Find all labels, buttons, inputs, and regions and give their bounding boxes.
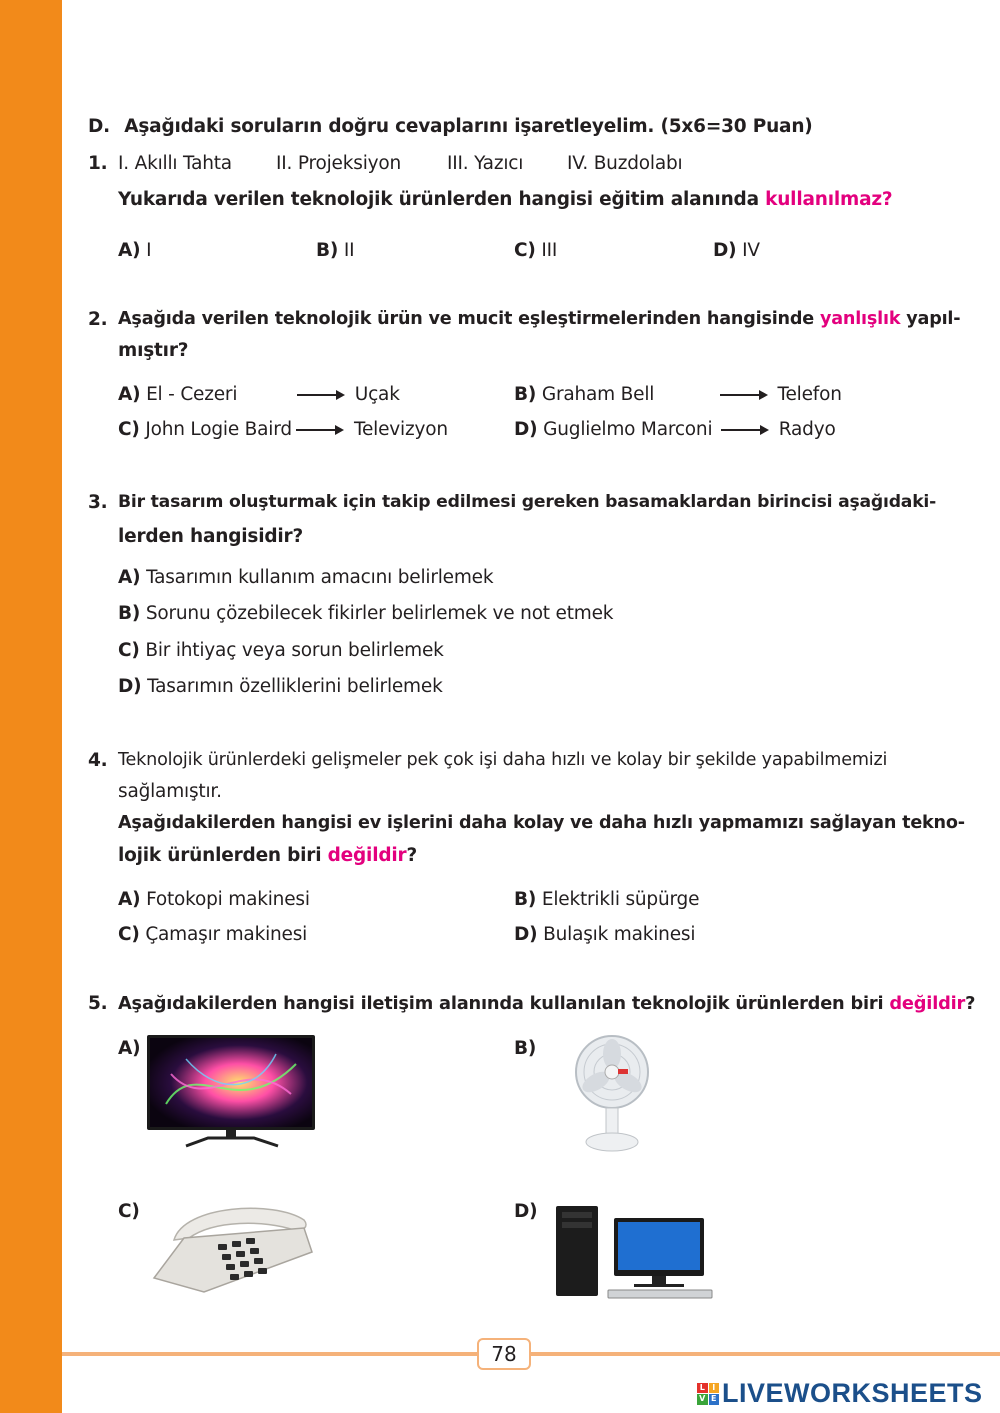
- option-label: D): [514, 924, 538, 945]
- q4-intro-line1: Teknolojik ürünlerdeki gelişmeler pek çok işi daha hızlı ve kolay bir şekilde yapabilmemizi: [118, 750, 888, 770]
- invention: Telefon: [777, 384, 842, 405]
- option-text: Tasarımın kullanım amacını belirlemek: [146, 567, 494, 588]
- q1-item: I. Akıllı Tahta: [118, 153, 232, 174]
- q2-option-a[interactable]: [118, 384, 400, 405]
- right-arrow-icon: [720, 394, 766, 396]
- q2-stem-line1: [118, 309, 960, 329]
- option-label: C): [118, 924, 140, 945]
- q4-stem-end: ?: [406, 845, 417, 866]
- q5-option-d-label[interactable]: D): [514, 1201, 538, 1222]
- liveworksheets-logo-mark: [697, 1383, 719, 1405]
- option-text: Sorunu çözebilecek fikirler belirlemek ve not etmek: [145, 603, 614, 624]
- option-text: Tasarımın özelliklerini belirlemek: [147, 676, 443, 697]
- option-text: Fotokopi makinesi: [146, 889, 310, 910]
- q1-item: IV. Buzdolabı: [567, 153, 683, 174]
- option-label: C): [118, 419, 140, 440]
- inventor: Graham Bell: [541, 384, 655, 405]
- q5-option-b-label[interactable]: B): [514, 1038, 537, 1059]
- q5-option-a-label[interactable]: A): [118, 1038, 141, 1059]
- q5-stem-text: Aşağıdakilerden hangisi iletişim alanında kullanılan teknolojik ürünlerden biri: [118, 993, 890, 1014]
- q2-stem-text-end: yapıl-: [900, 309, 961, 329]
- q3-option-d[interactable]: [118, 676, 443, 697]
- option-label: C): [514, 240, 536, 261]
- television-image[interactable]: [146, 1034, 316, 1152]
- option-text: I: [146, 240, 152, 261]
- q3-stem-line2: lerden hangisidir?: [118, 526, 304, 547]
- q2-number: 2.: [88, 309, 108, 330]
- right-arrow-icon: [296, 429, 342, 431]
- option-label: D): [514, 419, 538, 440]
- q3-stem-line1: Bir tasarım oluşturmak için takip edilmesi gereken basamaklardan birincisi aşağıdaki-: [118, 492, 937, 512]
- option-label: D): [118, 676, 142, 697]
- q1-stem-text: Yukarıda verilen teknolojik ürünlerden hangisi eğitim alanında: [118, 189, 766, 210]
- option-label: A): [118, 240, 141, 261]
- liveworksheets-logo: [697, 1378, 983, 1409]
- q4-stem-line2: [118, 845, 417, 866]
- option-text: III: [541, 240, 558, 261]
- desktop-computer-image[interactable]: [552, 1202, 716, 1302]
- option-label: C): [118, 640, 140, 661]
- q2-stem-highlight: yanlışlık: [819, 309, 901, 329]
- q3-option-c[interactable]: [118, 640, 444, 661]
- right-arrow-icon: [297, 394, 343, 396]
- option-text: Elektrikli süpürge: [541, 889, 700, 910]
- q1-option-a[interactable]: [118, 240, 151, 261]
- q4-option-d[interactable]: [514, 924, 695, 945]
- footer-line: [62, 1352, 1000, 1356]
- q5-stem-highlight: değildir: [889, 993, 966, 1014]
- right-arrow-icon: [721, 429, 767, 431]
- q3-number: 3.: [88, 492, 108, 513]
- option-label: A): [118, 567, 141, 588]
- inventor: John Logie Baird: [145, 419, 292, 440]
- q2-option-c[interactable]: [118, 419, 448, 440]
- option-label: A): [118, 384, 141, 405]
- q2-stem-line2: mıştır?: [118, 340, 189, 361]
- orange-side-bar: [0, 0, 62, 1413]
- section-header: [88, 116, 813, 137]
- q3-option-b[interactable]: [118, 603, 613, 624]
- page-number: 78: [477, 1338, 531, 1370]
- desk-fan-image[interactable]: [574, 1032, 650, 1154]
- invention: Radyo: [778, 419, 836, 440]
- inventor: El - Cezeri: [146, 384, 238, 405]
- option-text: Bulaşık makinesi: [543, 924, 696, 945]
- q1-option-d[interactable]: [713, 240, 760, 261]
- section-letter: D.: [88, 116, 110, 137]
- option-label: B): [514, 384, 537, 405]
- q4-number: 4.: [88, 750, 108, 771]
- q4-stem-text: lojik ürünlerden biri: [118, 845, 328, 866]
- q5-option-c-label[interactable]: C): [118, 1201, 140, 1222]
- q4-intro-line2: sağlamıştır.: [118, 781, 222, 802]
- logo-mark-letter: I: [709, 1383, 720, 1394]
- q1-number: 1.: [88, 153, 108, 174]
- logo-mark-letter: L: [697, 1383, 708, 1394]
- q2-option-b[interactable]: [514, 384, 842, 405]
- option-label: D): [713, 240, 737, 261]
- q1-stem-highlight: kullanılmaz?: [765, 189, 893, 210]
- q2-option-d[interactable]: [514, 419, 836, 440]
- option-text: Bir ihtiyaç veya sorun belirlemek: [145, 640, 444, 661]
- option-label: B): [316, 240, 339, 261]
- option-label: B): [118, 603, 141, 624]
- q2-stem-text: Aşağıda verilen teknolojik ürün ve mucit eşleştirmelerinden hangisinde: [118, 309, 820, 329]
- option-text: Çamaşır makinesi: [145, 924, 308, 945]
- option-text: II: [343, 240, 355, 261]
- liveworksheets-brand-text: LIVEWORKSHEETS: [722, 1378, 983, 1408]
- option-text: IV: [742, 240, 760, 261]
- q4-option-c[interactable]: [118, 924, 307, 945]
- q1-item: III. Yazıcı: [447, 153, 524, 174]
- invention: Televizyon: [354, 419, 448, 440]
- option-label: B): [514, 889, 537, 910]
- q1-stem: [118, 189, 892, 210]
- q5-stem-end: ?: [965, 993, 976, 1014]
- q3-option-a[interactable]: [118, 567, 493, 588]
- q1-option-c[interactable]: [514, 240, 557, 261]
- landline-telephone-image[interactable]: [144, 1200, 316, 1298]
- q5-number: 5.: [88, 993, 108, 1014]
- q4-option-b[interactable]: [514, 889, 699, 910]
- q1-option-b[interactable]: [316, 240, 354, 261]
- q5-stem: [118, 993, 975, 1014]
- inventor: Guglielmo Marconi: [543, 419, 713, 440]
- q4-stem-line1: Aşağıdakilerden hangisi ev işlerini daha kolay ve daha hızlı yapmamızı sağlayan tekno-: [118, 813, 965, 833]
- q1-item: II. Projeksiyon: [276, 153, 402, 174]
- section-title: Aşağıdaki soruların doğru cevaplarını işaretleyelim. (5x6=30 Puan): [124, 116, 813, 137]
- q4-stem-highlight: değildir: [327, 845, 407, 866]
- logo-mark-letter: V: [697, 1394, 708, 1405]
- logo-mark-letter: E: [709, 1394, 720, 1405]
- invention: Uçak: [354, 384, 400, 405]
- option-label: A): [118, 889, 141, 910]
- q4-option-a[interactable]: [118, 889, 310, 910]
